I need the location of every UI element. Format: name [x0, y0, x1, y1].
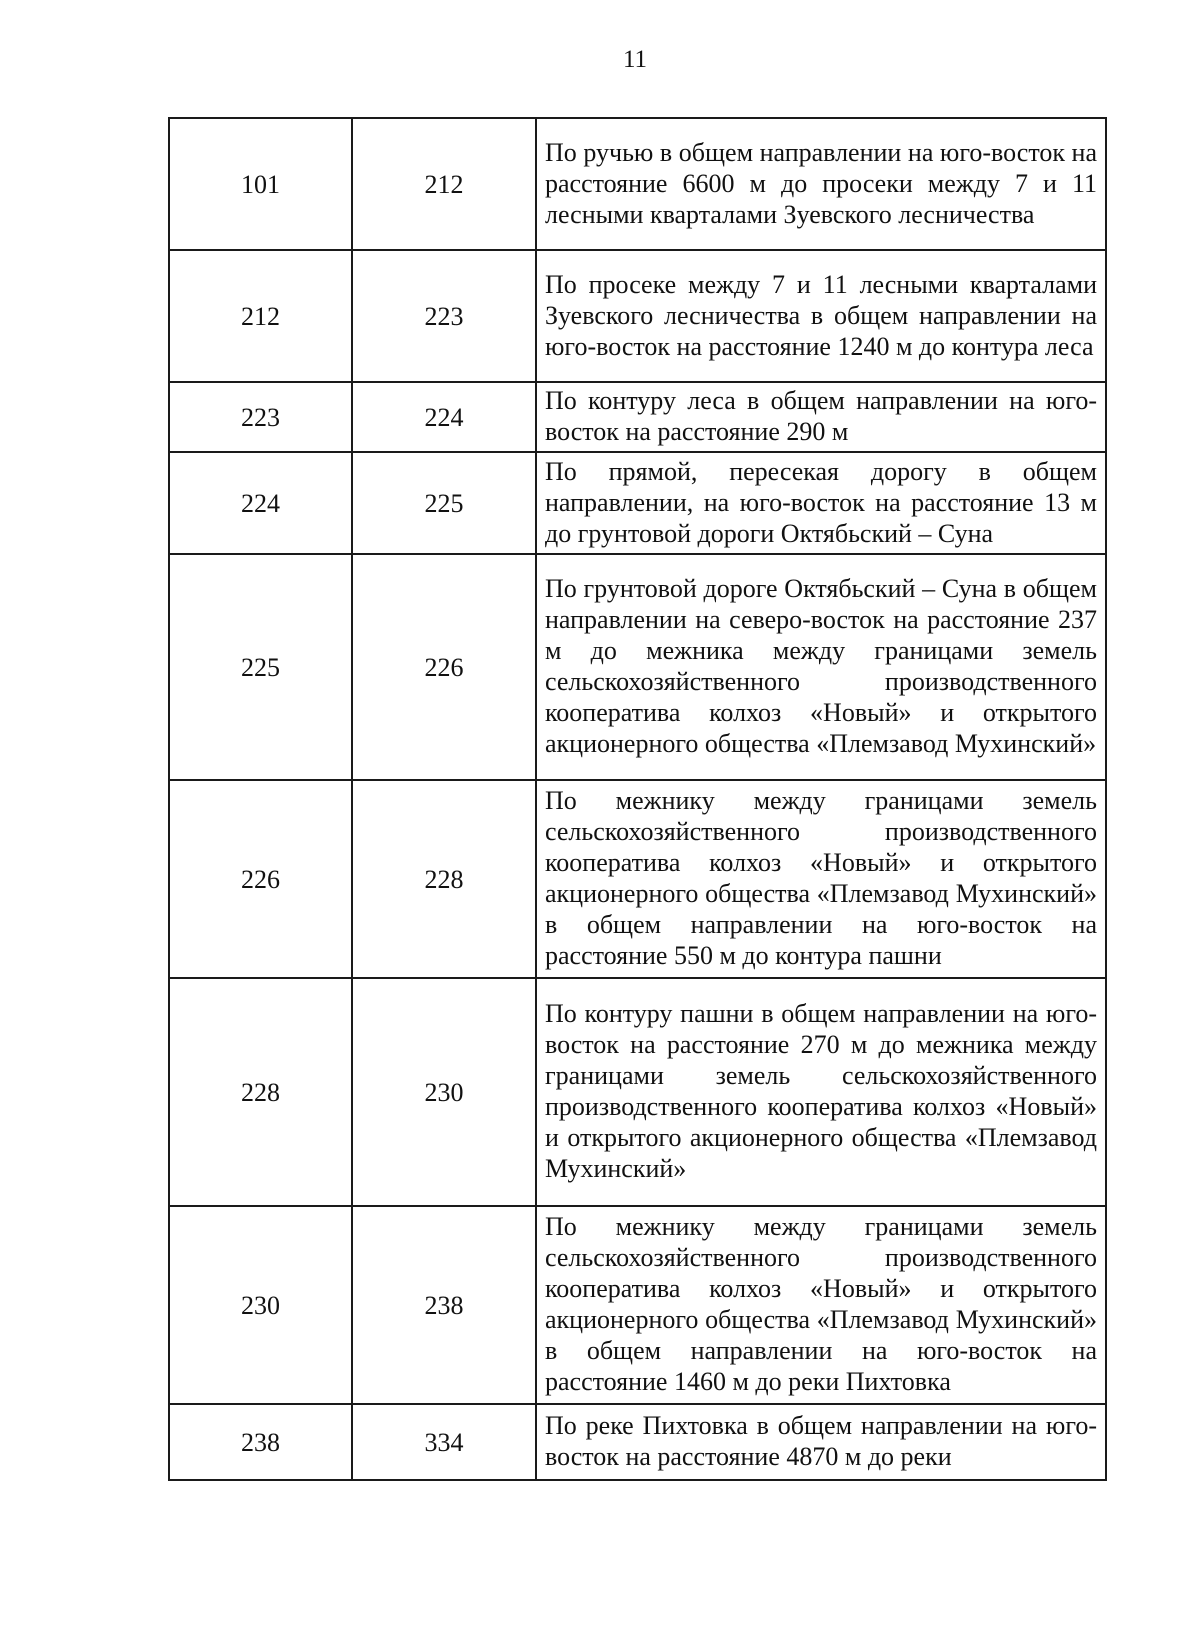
table-row: [169, 1206, 1106, 1404]
description-cell: По межнику между границами земель сельскохозяйственного производственного кооператива колхоз «Новый» и открытого акционерного общества «Племзавод Мухинский» в общем направлении на юго-восток на расстояние 1460 м до реки Пихтовка: [536, 1206, 1106, 1404]
to-point-cell: 223: [352, 250, 536, 382]
from-point-cell: 238: [169, 1404, 352, 1480]
to-point-cell: 334: [352, 1404, 536, 1480]
description-cell: По грунтовой дороге Октябьский – Суна в общем направлении на северо-восток на расстояние 237 м до межника между границами земель сельскохозяйственного производственного кооператива колхоз «Новый» и открытого акционерного общества «Племзавод Мухинский»: [536, 554, 1106, 780]
table-row: [169, 554, 1106, 780]
description-cell: По ручью в общем направлении на юго-восток на расстояние 6600 м до просеки между 7 и 11 лесными кварталами Зуевского лесничества: [536, 118, 1106, 250]
from-point-cell: 101: [169, 118, 352, 250]
from-point-cell: 212: [169, 250, 352, 382]
description-cell: По межнику между границами земель сельскохозяйственного производственного кооператива колхоз «Новый» и открытого акционерного общества «Племзавод Мухинский» в общем направлении на юго-восток на расстояние 550 м до контура пашни: [536, 780, 1106, 978]
from-point-cell: 224: [169, 452, 352, 554]
to-point-cell: 238: [352, 1206, 536, 1404]
to-point-cell: 226: [352, 554, 536, 780]
from-point-cell: 230: [169, 1206, 352, 1404]
table-row: [169, 1404, 1106, 1480]
description-cell: По просеке между 7 и 11 лесными кварталами Зуевского лесничества в общем направлении на юго-восток на расстояние 1240 м до контура леса: [536, 250, 1106, 382]
description-cell: По контуру леса в общем направлении на юго-восток на расстояние 290 м: [536, 382, 1106, 452]
to-point-cell: 228: [352, 780, 536, 978]
to-point-cell: 225: [352, 452, 536, 554]
to-point-cell: 224: [352, 382, 536, 452]
page-number: 11: [622, 46, 648, 73]
table-row: [169, 118, 1106, 250]
from-point-cell: 226: [169, 780, 352, 978]
to-point-cell: 212: [352, 118, 536, 250]
description-cell: По реке Пихтовка в общем направлении на юго-восток на расстояние 4870 м до реки: [536, 1404, 1106, 1480]
from-point-cell: 223: [169, 382, 352, 452]
from-point-cell: 225: [169, 554, 352, 780]
table-row: [169, 452, 1106, 554]
description-cell: По прямой, пересекая дорогу в общем направлении, на юго-восток на расстояние 13 м до грунтовой дороги Октябьский – Суна: [536, 452, 1106, 554]
from-point-cell: 228: [169, 978, 352, 1206]
boundary-table: [168, 117, 1107, 1481]
table-row: [169, 382, 1106, 452]
table-row: [169, 780, 1106, 978]
description-cell: По контуру пашни в общем направлении на юго-восток на расстояние 270 м до межника между границами земель сельскохозяйственного производственного кооператива колхоз «Новый» и открытого акционерного общества «Племзавод Мухинский»: [536, 978, 1106, 1206]
table-row: [169, 978, 1106, 1206]
table-row: [169, 250, 1106, 382]
to-point-cell: 230: [352, 978, 536, 1206]
